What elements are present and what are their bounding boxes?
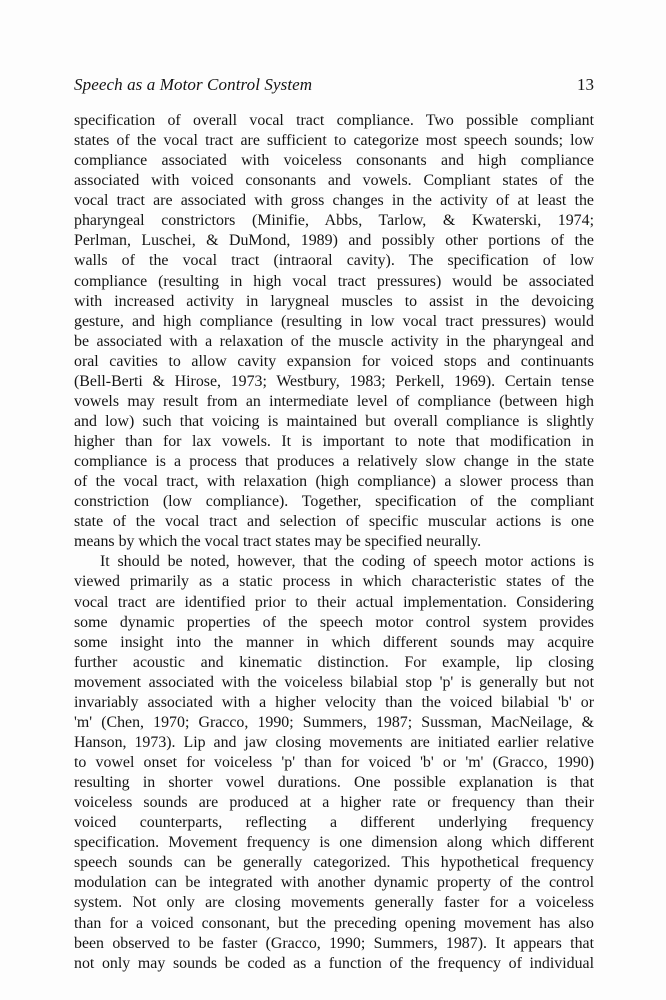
text-line: system. Not only are closing movements generally faster for a voiceless [74, 894, 594, 912]
text-line: (Bell-Berti & Hirose, 1973; Westbury, 1983; Perkell, 1969). Certain tense [74, 372, 594, 390]
text-line: invariably associated with a higher velocity than the voiced bilabial 'b' or [74, 693, 594, 711]
text-line: Hanson, 1973). Lip and jaw closing movements are initiated earlier relative [74, 733, 594, 751]
page-number: 13 [577, 75, 594, 94]
text-line: modulation can be integrated with another dynamic property of the control [74, 874, 594, 892]
text-line: compliance (resulting in high vocal tract pressures) would be associated [74, 272, 594, 290]
text-line: 'm' (Chen, 1970; Gracco, 1990; Summers, 1987; Sussman, MacNeilage, & [74, 713, 594, 731]
text-line: gesture, and high compliance (resulting in low vocal tract pressures) would [74, 312, 594, 330]
text-line: than for a voiced consonant, but the preceding opening movement has also [74, 914, 594, 932]
body-text [74, 111, 594, 974]
text-line: states of the vocal tract are sufficient to categorize most speech sounds; low [74, 132, 594, 150]
text-line: compliance is a process that produces a relatively slow change in the state [74, 453, 594, 471]
text-line: state of the vocal tract and selection of specific muscular actions is one [74, 513, 594, 531]
text-line: speech sounds can be generally categorized. This hypothetical frequency [74, 854, 594, 872]
text-line: vocal tract are identified prior to their actual implementation. Considering [74, 593, 594, 611]
text-line: vocal tract are associated with gross changes in the activity of at least the [74, 192, 594, 210]
text-line: some insight into the manner in which different sounds may acquire [74, 633, 594, 651]
text-line: resulting in shorter vowel durations. One possible explanation is that [74, 774, 594, 792]
text-line: walls of the vocal tract (intraoral cavity). The specification of low [74, 252, 594, 270]
text-line: further acoustic and kinematic distinction. For example, lip closing [74, 653, 594, 671]
paragraph-compliance [74, 111, 594, 552]
text-line: voiced counterparts, reflecting a different underlying frequency [74, 814, 594, 832]
text-line: not only may sounds be coded as a function of the frequency of individual [74, 954, 594, 972]
text-line: pharyngeal constrictors (Minifie, Abbs, Tarlow, & Kwaterski, 1974; [74, 212, 594, 230]
text-line: specification of overall vocal tract compliance. Two possible compliant [74, 112, 594, 129]
running-header [74, 74, 594, 98]
text-line: movement associated with the voiceless bilabial stop 'p' is generally but not [74, 673, 594, 691]
text-line: some dynamic properties of the speech motor control system provides [74, 613, 594, 631]
text-line: vowels may result from an intermediate level of compliance (between high [74, 392, 594, 410]
text-line: with increased activity in larygneal muscles to assist in the devoicing [74, 292, 594, 310]
text-line: means by which the vocal tract states may be specified neurally. [74, 533, 482, 551]
text-line: be associated with a relaxation of the muscle activity in the pharyngeal and [74, 332, 594, 350]
paragraph-dynamic-properties [74, 552, 594, 973]
text-line: been observed to be faster (Gracco, 1990; Summers, 1987). It appears that [74, 934, 594, 952]
text-line: constriction (low compliance). Together, specification of the compliant [74, 493, 594, 511]
text-line: voiceless sounds are produced at a higher rate or frequency than their [74, 794, 594, 812]
text-line: Perlman, Luschei, & DuMond, 1989) and possibly other portions of the [74, 232, 594, 250]
text-line: and low) such that voicing is maintained but overall compliance is slightly [74, 412, 594, 430]
text-line: It should be noted, however, that the coding of speech motor actions is [100, 553, 594, 571]
text-line: viewed primarily as a static process in which characteristic states of the [74, 573, 594, 591]
text-line: compliance associated with voiceless consonants and high compliance [74, 152, 594, 170]
text-line: to vowel onset for voiceless 'p' than for voiced 'b' or 'm' (Gracco, 1990) [74, 754, 594, 771]
text-line: of the vocal tract, with relaxation (high compliance) a slower process than [74, 473, 594, 491]
running-header-title: Speech as a Motor Control System [74, 75, 313, 94]
text-line: associated with voiced consonants and vowels. Compliant states of the [74, 172, 594, 190]
text-line: specification. Movement frequency is one dimension along which different [74, 834, 594, 852]
text-line: higher than for lax vowels. It is important to note that modification in [74, 433, 594, 450]
text-line: oral cavities to allow cavity expansion for voiced stops and continuants [74, 352, 594, 370]
